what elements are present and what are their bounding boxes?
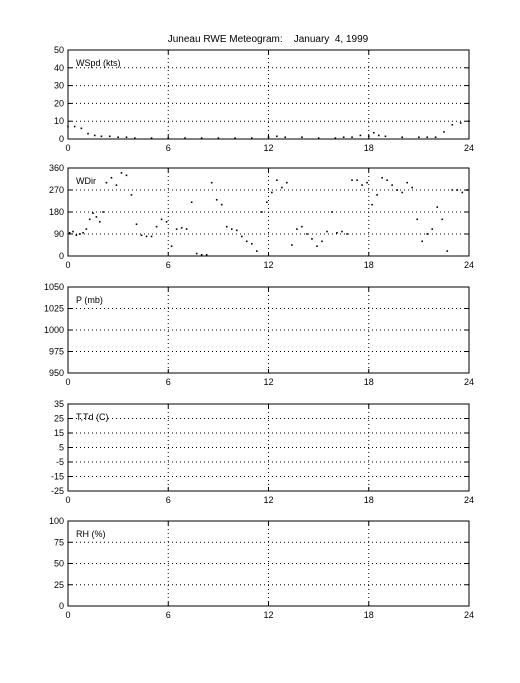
y-tick-label: 15 [53, 428, 64, 438]
data-point [181, 227, 183, 229]
data-point [467, 189, 469, 191]
y-tick-label: 75 [53, 537, 64, 548]
data-point [94, 135, 96, 137]
data-point [226, 226, 228, 228]
data-point [418, 136, 420, 138]
data-point [351, 179, 353, 181]
y-tick-label: 270 [48, 185, 64, 195]
data-point [126, 175, 128, 177]
y-tick-label: 20 [53, 98, 64, 109]
x-tick-label: 18 [363, 610, 374, 620]
y-tick-label: 360 [48, 163, 64, 173]
data-point [301, 226, 303, 228]
y-tick-label: 25 [53, 413, 64, 424]
data-point [196, 253, 198, 255]
x-tick-label: 0 [65, 495, 71, 505]
data-point [166, 221, 168, 223]
data-point [151, 236, 153, 238]
data-point [261, 211, 263, 213]
data-point [336, 232, 338, 234]
data-point [306, 233, 308, 235]
data-point [346, 233, 348, 235]
x-tick-label: 24 [463, 377, 475, 387]
x-tick-label: 12 [263, 377, 274, 387]
y-tick-label: 40 [53, 62, 64, 73]
data-point [89, 219, 91, 221]
data-point [462, 192, 464, 194]
data-point [241, 236, 243, 238]
data-point [318, 137, 320, 139]
data-point [381, 177, 383, 179]
x-tick-label: 0 [65, 143, 71, 153]
data-point [281, 187, 283, 189]
y-tick-label: 0 [58, 134, 64, 144]
data-point [79, 233, 81, 235]
y-tick-label: 1000 [43, 325, 64, 335]
panel-5 [49, 516, 474, 620]
x-tick-label: 12 [263, 260, 274, 270]
y-tick-label: 180 [48, 207, 64, 217]
data-point [366, 182, 368, 184]
data-point [251, 137, 253, 139]
x-tick-label: 6 [165, 610, 171, 620]
x-tick-label: 24 [463, 495, 475, 505]
data-point [96, 216, 98, 218]
x-tick-label: 24 [463, 610, 475, 620]
data-point [67, 126, 69, 128]
data-point [376, 194, 378, 196]
panel-1 [54, 45, 474, 153]
data-point [131, 194, 133, 196]
data-point [386, 179, 388, 181]
panel-label: WDir [76, 176, 96, 186]
data-point [460, 122, 462, 124]
data-point [184, 137, 186, 139]
data-point [111, 177, 113, 179]
y-tick-label: 50 [53, 45, 64, 55]
panel-label: T,Td (C) [76, 412, 109, 422]
data-point [231, 228, 233, 230]
data-point [171, 245, 173, 247]
data-point [351, 136, 353, 138]
x-tick-label: 12 [263, 143, 274, 153]
x-tick-label: 6 [165, 260, 171, 270]
data-point [311, 238, 313, 240]
data-point [211, 182, 213, 184]
data-point [401, 192, 403, 194]
data-point [316, 245, 318, 247]
data-point [356, 179, 358, 181]
data-point [134, 137, 136, 139]
data-point [391, 184, 393, 186]
data-point [151, 137, 153, 139]
data-point [431, 228, 433, 230]
data-point [271, 192, 273, 194]
data-point [331, 211, 333, 213]
x-tick-label: 6 [165, 377, 171, 387]
data-point [266, 201, 268, 203]
data-point [109, 136, 111, 138]
data-point [443, 131, 445, 133]
data-point [218, 137, 220, 139]
data-point [321, 241, 323, 243]
x-tick-label: 24 [463, 260, 475, 270]
data-point [82, 232, 84, 234]
data-point [301, 136, 303, 138]
data-point [406, 182, 408, 184]
y-tick-label: 975 [48, 346, 64, 357]
y-tick-label: -5 [55, 457, 64, 467]
data-point [92, 212, 94, 214]
data-point [167, 137, 169, 139]
data-point [373, 132, 375, 134]
data-point [451, 124, 453, 126]
y-tick-label: 35 [53, 399, 64, 409]
data-point [221, 204, 223, 206]
data-point [74, 126, 76, 128]
data-point [87, 133, 89, 135]
data-point [451, 189, 453, 191]
data-point [116, 184, 118, 186]
data-point [76, 234, 78, 236]
data-point [72, 231, 74, 233]
data-point [268, 136, 270, 138]
data-point [385, 136, 387, 138]
data-point [360, 135, 362, 137]
data-point [436, 206, 438, 208]
panel-3 [44, 282, 474, 387]
data-point [234, 137, 236, 139]
data-point [341, 231, 343, 233]
data-point [106, 182, 108, 184]
data-point [421, 241, 423, 243]
data-point [146, 236, 148, 238]
chart-panels [44, 45, 474, 620]
x-tick-label: 6 [165, 143, 171, 153]
panel-4 [51, 399, 474, 505]
x-tick-label: 0 [65, 377, 71, 387]
panel-label: P (mb) [76, 295, 103, 305]
data-point [426, 136, 428, 138]
data-point [236, 230, 238, 232]
x-tick-label: 18 [363, 495, 374, 505]
data-point [335, 137, 337, 139]
data-point [256, 250, 258, 252]
x-tick-label: 18 [363, 143, 374, 153]
data-point [286, 182, 288, 184]
data-point [343, 136, 345, 138]
data-point [446, 250, 448, 252]
y-tick-label: 950 [48, 368, 64, 378]
data-point [401, 136, 403, 138]
y-tick-label: 0 [58, 601, 64, 611]
data-point [99, 221, 101, 223]
y-tick-label: 100 [48, 516, 64, 526]
data-point [246, 241, 248, 243]
data-point [216, 199, 218, 201]
panel-label: WSpd (kts) [76, 58, 121, 68]
y-tick-label: 90 [53, 229, 64, 239]
y-tick-label: 30 [53, 80, 64, 91]
data-point [69, 232, 71, 234]
x-tick-label: 18 [363, 260, 374, 270]
y-tick-label: -15 [50, 471, 64, 482]
data-point [411, 187, 413, 189]
data-point [291, 244, 293, 246]
data-point [326, 231, 328, 233]
data-point [416, 219, 418, 221]
y-tick-label: 1025 [43, 303, 64, 314]
y-tick-label: 25 [53, 579, 64, 590]
panel-label: RH (%) [76, 529, 106, 539]
data-point [117, 136, 119, 138]
x-tick-label: 6 [165, 495, 171, 505]
x-tick-label: 0 [65, 610, 71, 620]
y-tick-label: 0 [58, 251, 64, 261]
x-tick-label: 18 [363, 377, 374, 387]
data-point [426, 233, 428, 235]
y-tick-label: 5 [58, 442, 64, 453]
x-tick-label: 12 [263, 495, 274, 505]
data-point [296, 228, 298, 230]
data-point [156, 226, 158, 228]
data-point [176, 228, 178, 230]
data-point [101, 136, 103, 138]
data-point [201, 254, 203, 256]
data-point [396, 189, 398, 191]
data-point [102, 211, 104, 213]
data-point [136, 223, 138, 225]
data-point [251, 243, 253, 245]
data-point [121, 172, 123, 174]
panel-2 [49, 163, 474, 270]
data-point [276, 179, 278, 181]
data-point [81, 128, 83, 130]
data-point [368, 136, 370, 138]
data-point [161, 219, 163, 221]
y-tick-label: 1050 [43, 282, 64, 292]
data-point [371, 204, 373, 206]
data-point [206, 254, 208, 256]
y-tick-label: 50 [53, 558, 64, 569]
y-tick-label: 10 [53, 116, 64, 127]
x-tick-label: 0 [65, 260, 71, 270]
data-point [126, 136, 128, 138]
figure-title: Juneau RWE Meteogram: January 4, 1999 [167, 34, 369, 45]
data-point [276, 136, 278, 138]
data-point [141, 234, 143, 236]
data-point [378, 135, 380, 137]
data-point [468, 120, 470, 122]
x-tick-label: 12 [263, 610, 274, 620]
x-tick-label: 24 [463, 143, 475, 153]
data-point [186, 228, 188, 230]
data-point [284, 136, 286, 138]
y-tick-label: -25 [50, 486, 64, 496]
data-point [191, 201, 193, 203]
data-point [435, 136, 437, 138]
data-point [457, 189, 459, 191]
data-point [441, 219, 443, 221]
data-point [201, 137, 203, 139]
data-point [86, 228, 88, 230]
data-point [361, 184, 363, 186]
